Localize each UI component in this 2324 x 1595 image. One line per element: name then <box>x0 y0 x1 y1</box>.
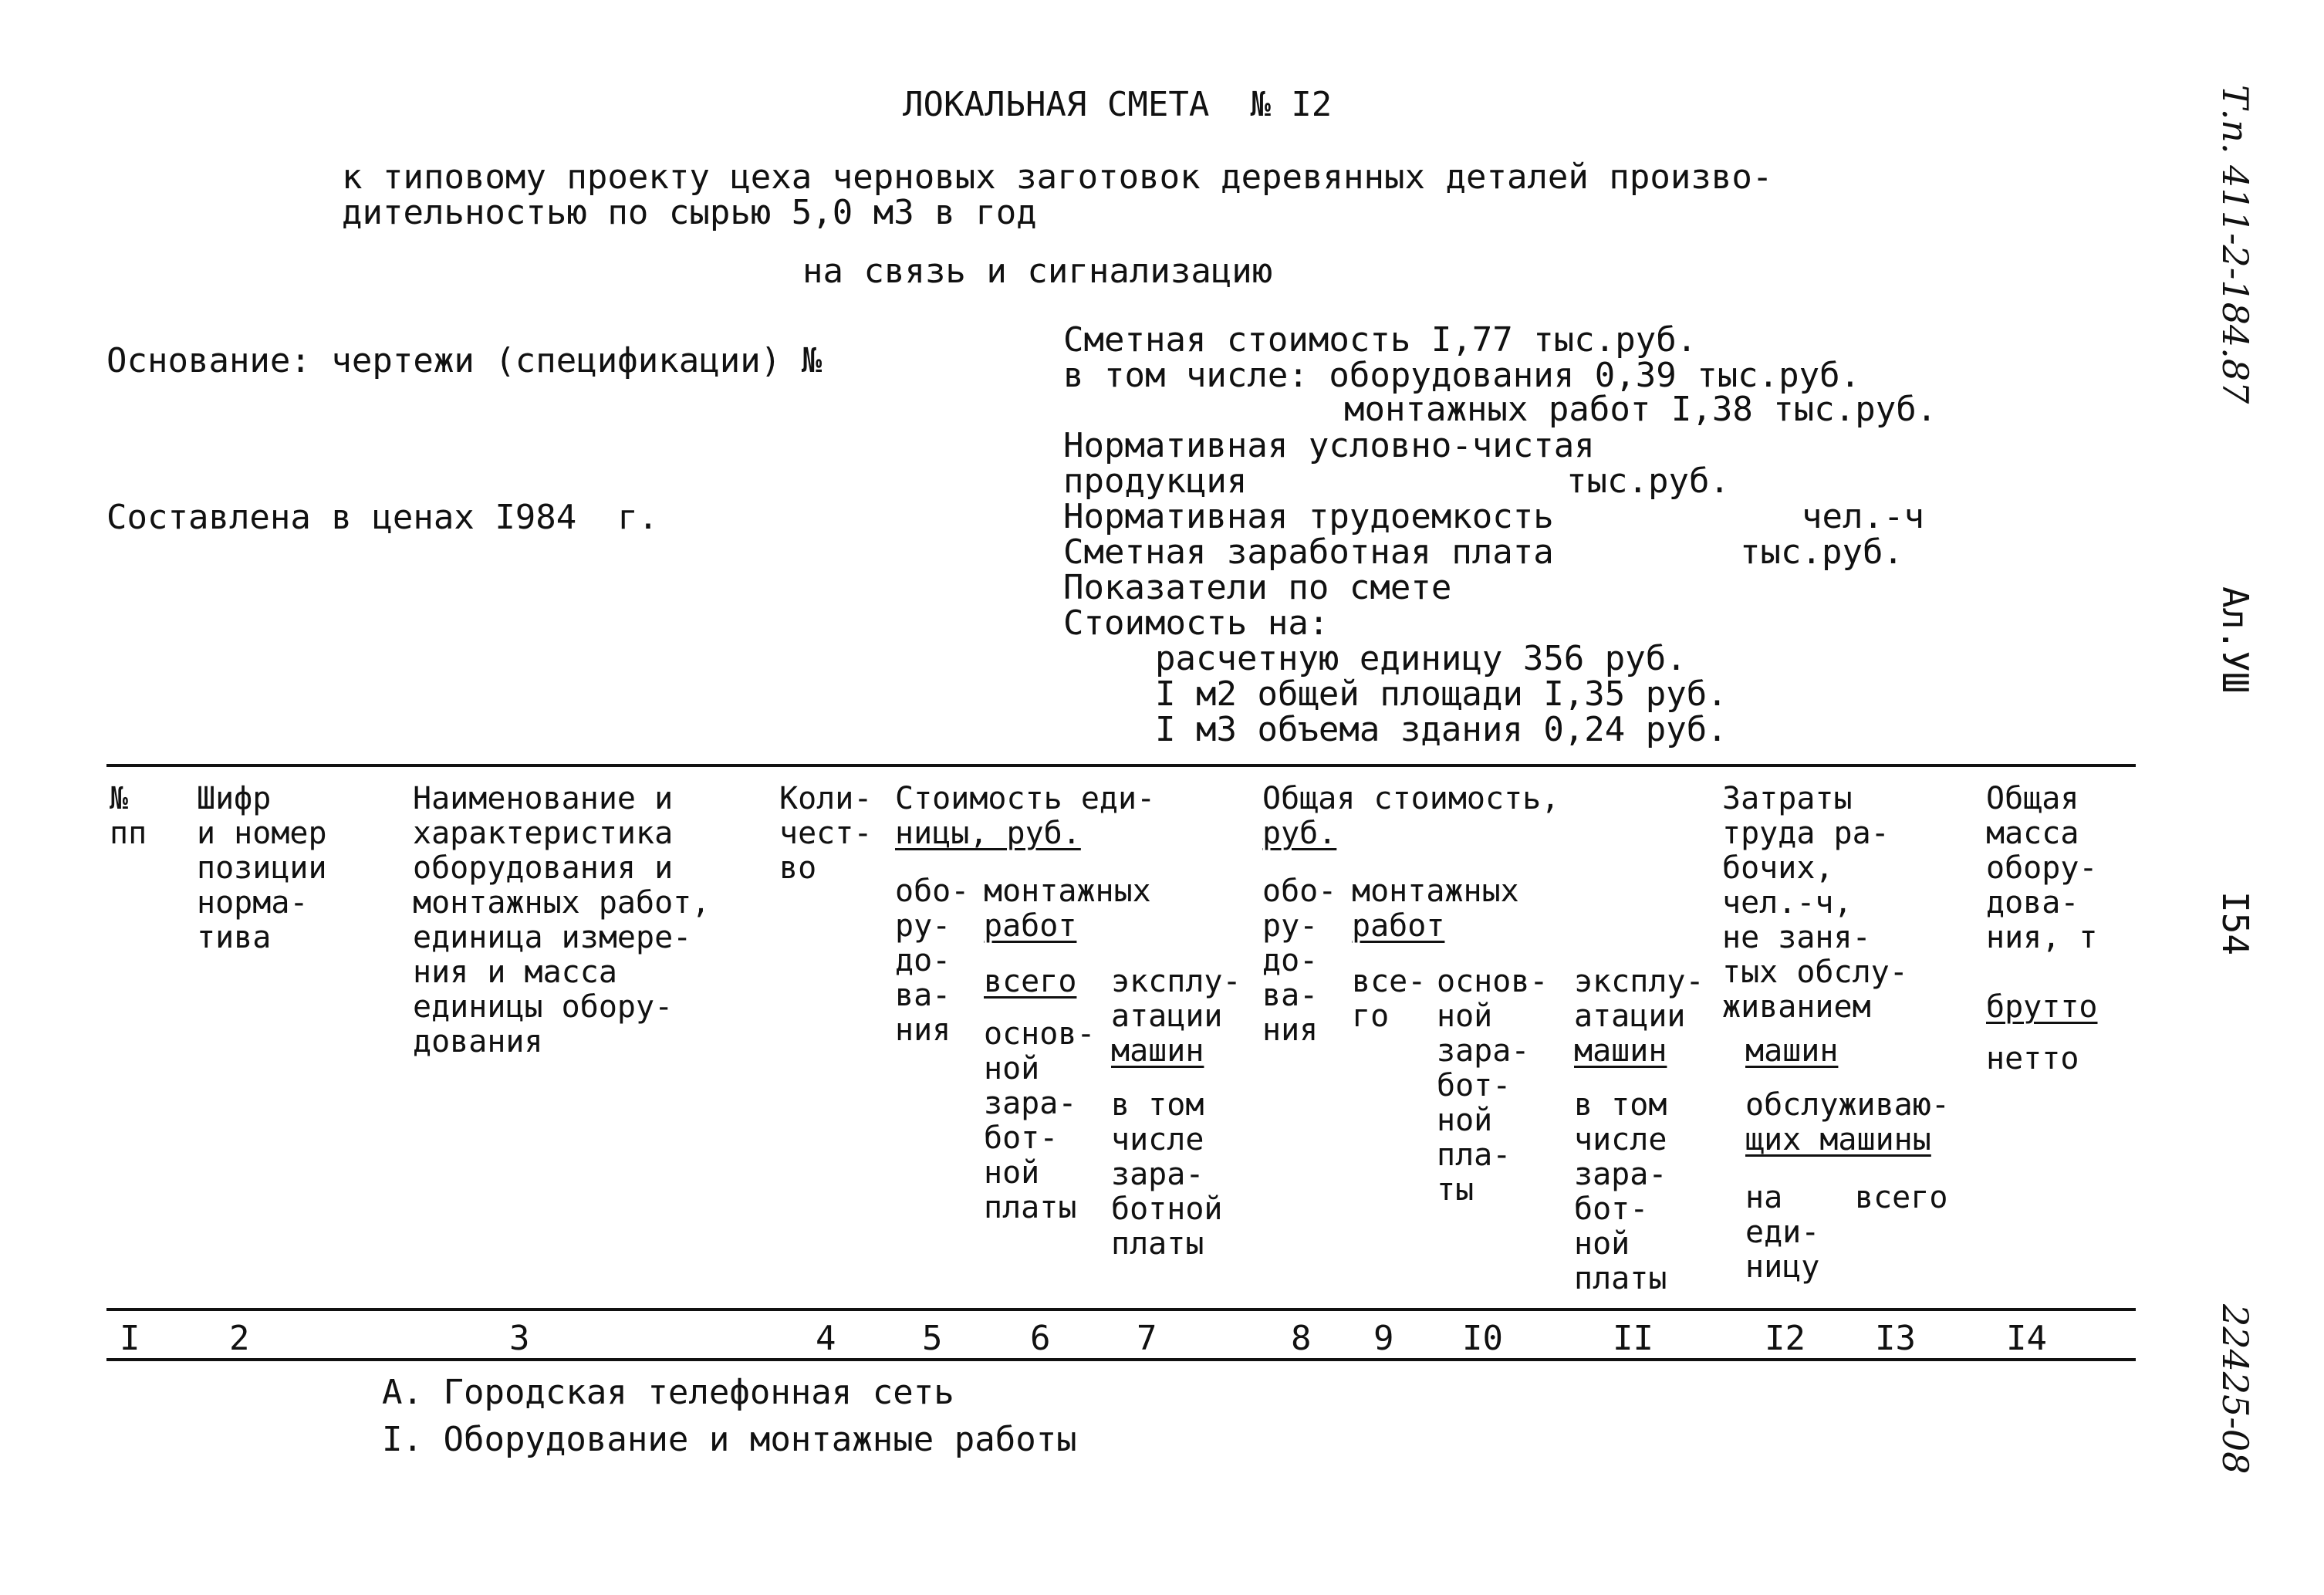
basis-text: Основание: чертежи (спецификации) № <box>106 341 823 380</box>
column-numbers-rule <box>106 1358 2136 1361</box>
header-labor-total: всего <box>1855 1180 1948 1215</box>
table-top-rule <box>106 764 2136 767</box>
header-quantity: Коли- чест- во <box>779 781 873 886</box>
labor-intensity-unit: чел.-ч <box>1802 497 1924 536</box>
document-title: ЛОКАЛЬНАЯ СМЕТА № I2 <box>903 85 1333 124</box>
column-number: I0 <box>1462 1319 1503 1358</box>
project-code: Т.п. 411-2-184.87 <box>2214 85 2256 404</box>
header-total-all: все- го <box>1352 964 1427 1034</box>
cost-per-m3: I м3 объема здания 0,24 руб. <box>1155 710 1728 749</box>
column-number: 8 <box>1291 1319 1312 1358</box>
header-mass-gross: брутто <box>1986 989 2098 1025</box>
header-labor-3: обслуживаю- <box>1745 1087 1950 1123</box>
column-number: 7 <box>1137 1319 1157 1358</box>
header-unit-machines-salary: в том числе зара- ботной платы <box>1111 1087 1223 1262</box>
header-labor-2: машин <box>1745 1033 1839 1069</box>
header-unit-total: всего <box>984 964 1077 999</box>
net-product-unit: тыс.руб. <box>1566 461 1730 501</box>
column-number: 9 <box>1373 1319 1394 1358</box>
document-number: 22425-08 <box>2214 1304 2256 1475</box>
header-row-number: № пп <box>110 781 147 851</box>
album-number: Ал.УШ <box>2214 586 2256 694</box>
header-labor: Затраты труда ра- бочих, чел.-ч, не заня- тых обслу- живанием <box>1722 781 1908 1025</box>
header-name: Наименование и характеристика оборудования и монтажных работ, единица измере- ния и масса единицы обору- дования <box>413 781 711 1059</box>
column-number: I <box>120 1319 140 1358</box>
cost-per-m2: I м2 общей площади I,35 руб. <box>1155 674 1728 714</box>
header-labor-4: щих машины <box>1745 1122 1931 1157</box>
header-total-machines: эксплу- атации <box>1574 964 1704 1034</box>
salary-unit: тыс.руб. <box>1740 532 1903 572</box>
column-number: II <box>1613 1319 1653 1358</box>
header-labor-per-unit: на еди- ницу <box>1745 1180 1820 1285</box>
column-number: 6 <box>1030 1319 1051 1358</box>
header-total-cost: Общая стоимость, <box>1262 781 1560 816</box>
header-unit-mounting-2: работ <box>984 908 1077 944</box>
subsection-heading: I. Оборудование и монтажные работы <box>382 1420 1077 1459</box>
header-total-machines-salary: в том числе зара- бот- ной платы <box>1574 1087 1667 1296</box>
subtitle-line-1: к типовому проекту цеха черновых заготовок деревянных деталей произво- <box>342 157 1773 197</box>
column-number: 2 <box>229 1319 250 1358</box>
column-number: 3 <box>509 1319 530 1358</box>
section-heading: А. Городская телефонная сеть <box>382 1373 954 1412</box>
header-total-cost-2: руб. <box>1262 816 1337 851</box>
header-unit-equipment: обо- ру- до- ва- ния <box>895 874 970 1048</box>
estimate-cost: Сметная стоимость I,77 тыс.руб. <box>1063 320 1697 360</box>
net-product-label: Нормативная условно-чистая <box>1063 426 1595 465</box>
column-number: I4 <box>2006 1319 2047 1358</box>
header-code: Шифр и номер позиции норма- тива <box>197 781 327 955</box>
subtitle-line-2: дительностью по сырью 5,0 м3 в год <box>342 193 1037 232</box>
header-mass-net: нетто <box>1986 1041 2079 1076</box>
header-bottom-rule <box>106 1308 2136 1311</box>
header-mass: Общая масса обору- дова- ния, т <box>1986 781 2098 955</box>
header-total-mounting-2: работ <box>1352 908 1445 944</box>
column-number: 5 <box>922 1319 943 1358</box>
incl-equipment: в том числе: оборудования 0,39 тыс.руб. <box>1063 356 1861 395</box>
header-unit-salary: основ- ной зара- бот- ной платы <box>984 1016 1096 1225</box>
header-total-equipment: обо- ру- до- ва- ния <box>1262 874 1337 1048</box>
header-total-machines-2: машин <box>1574 1033 1667 1069</box>
prices-year-text: Составлена в ценах I984 г. <box>106 498 659 537</box>
column-number: I2 <box>1765 1319 1805 1358</box>
cost-per-label: Стоимость на: <box>1063 603 1329 643</box>
salary-label: Сметная заработная плата <box>1063 532 1554 572</box>
header-unit-machines-2: машин <box>1111 1033 1204 1069</box>
page-number: I54 <box>2214 891 2256 956</box>
header-total-salary: основ- ной зара- бот- ной пла- ты <box>1437 964 1549 1208</box>
indicators-label: Показатели по смете <box>1063 568 1452 607</box>
cost-per-unit: расчетную единицу 356 руб. <box>1155 639 1687 678</box>
subtitle-line-3: на связь и сигнализацию <box>802 252 1273 291</box>
header-unit-mounting: монтажных <box>984 874 1151 909</box>
incl-mounting: монтажных работ I,38 тыс.руб. <box>1344 390 1937 429</box>
column-number: 4 <box>816 1319 836 1358</box>
column-number: I3 <box>1875 1319 1916 1358</box>
header-total-mounting: монтажных <box>1352 874 1519 909</box>
labor-intensity-label: Нормативная трудоемкость <box>1063 497 1554 536</box>
header-unit-cost: Стоимость еди- <box>895 781 1156 816</box>
header-unit-cost-2: ницы, руб. <box>895 816 1081 851</box>
net-product-label-2: продукция <box>1063 461 1248 501</box>
header-unit-machines: эксплу- атации <box>1111 964 1241 1034</box>
